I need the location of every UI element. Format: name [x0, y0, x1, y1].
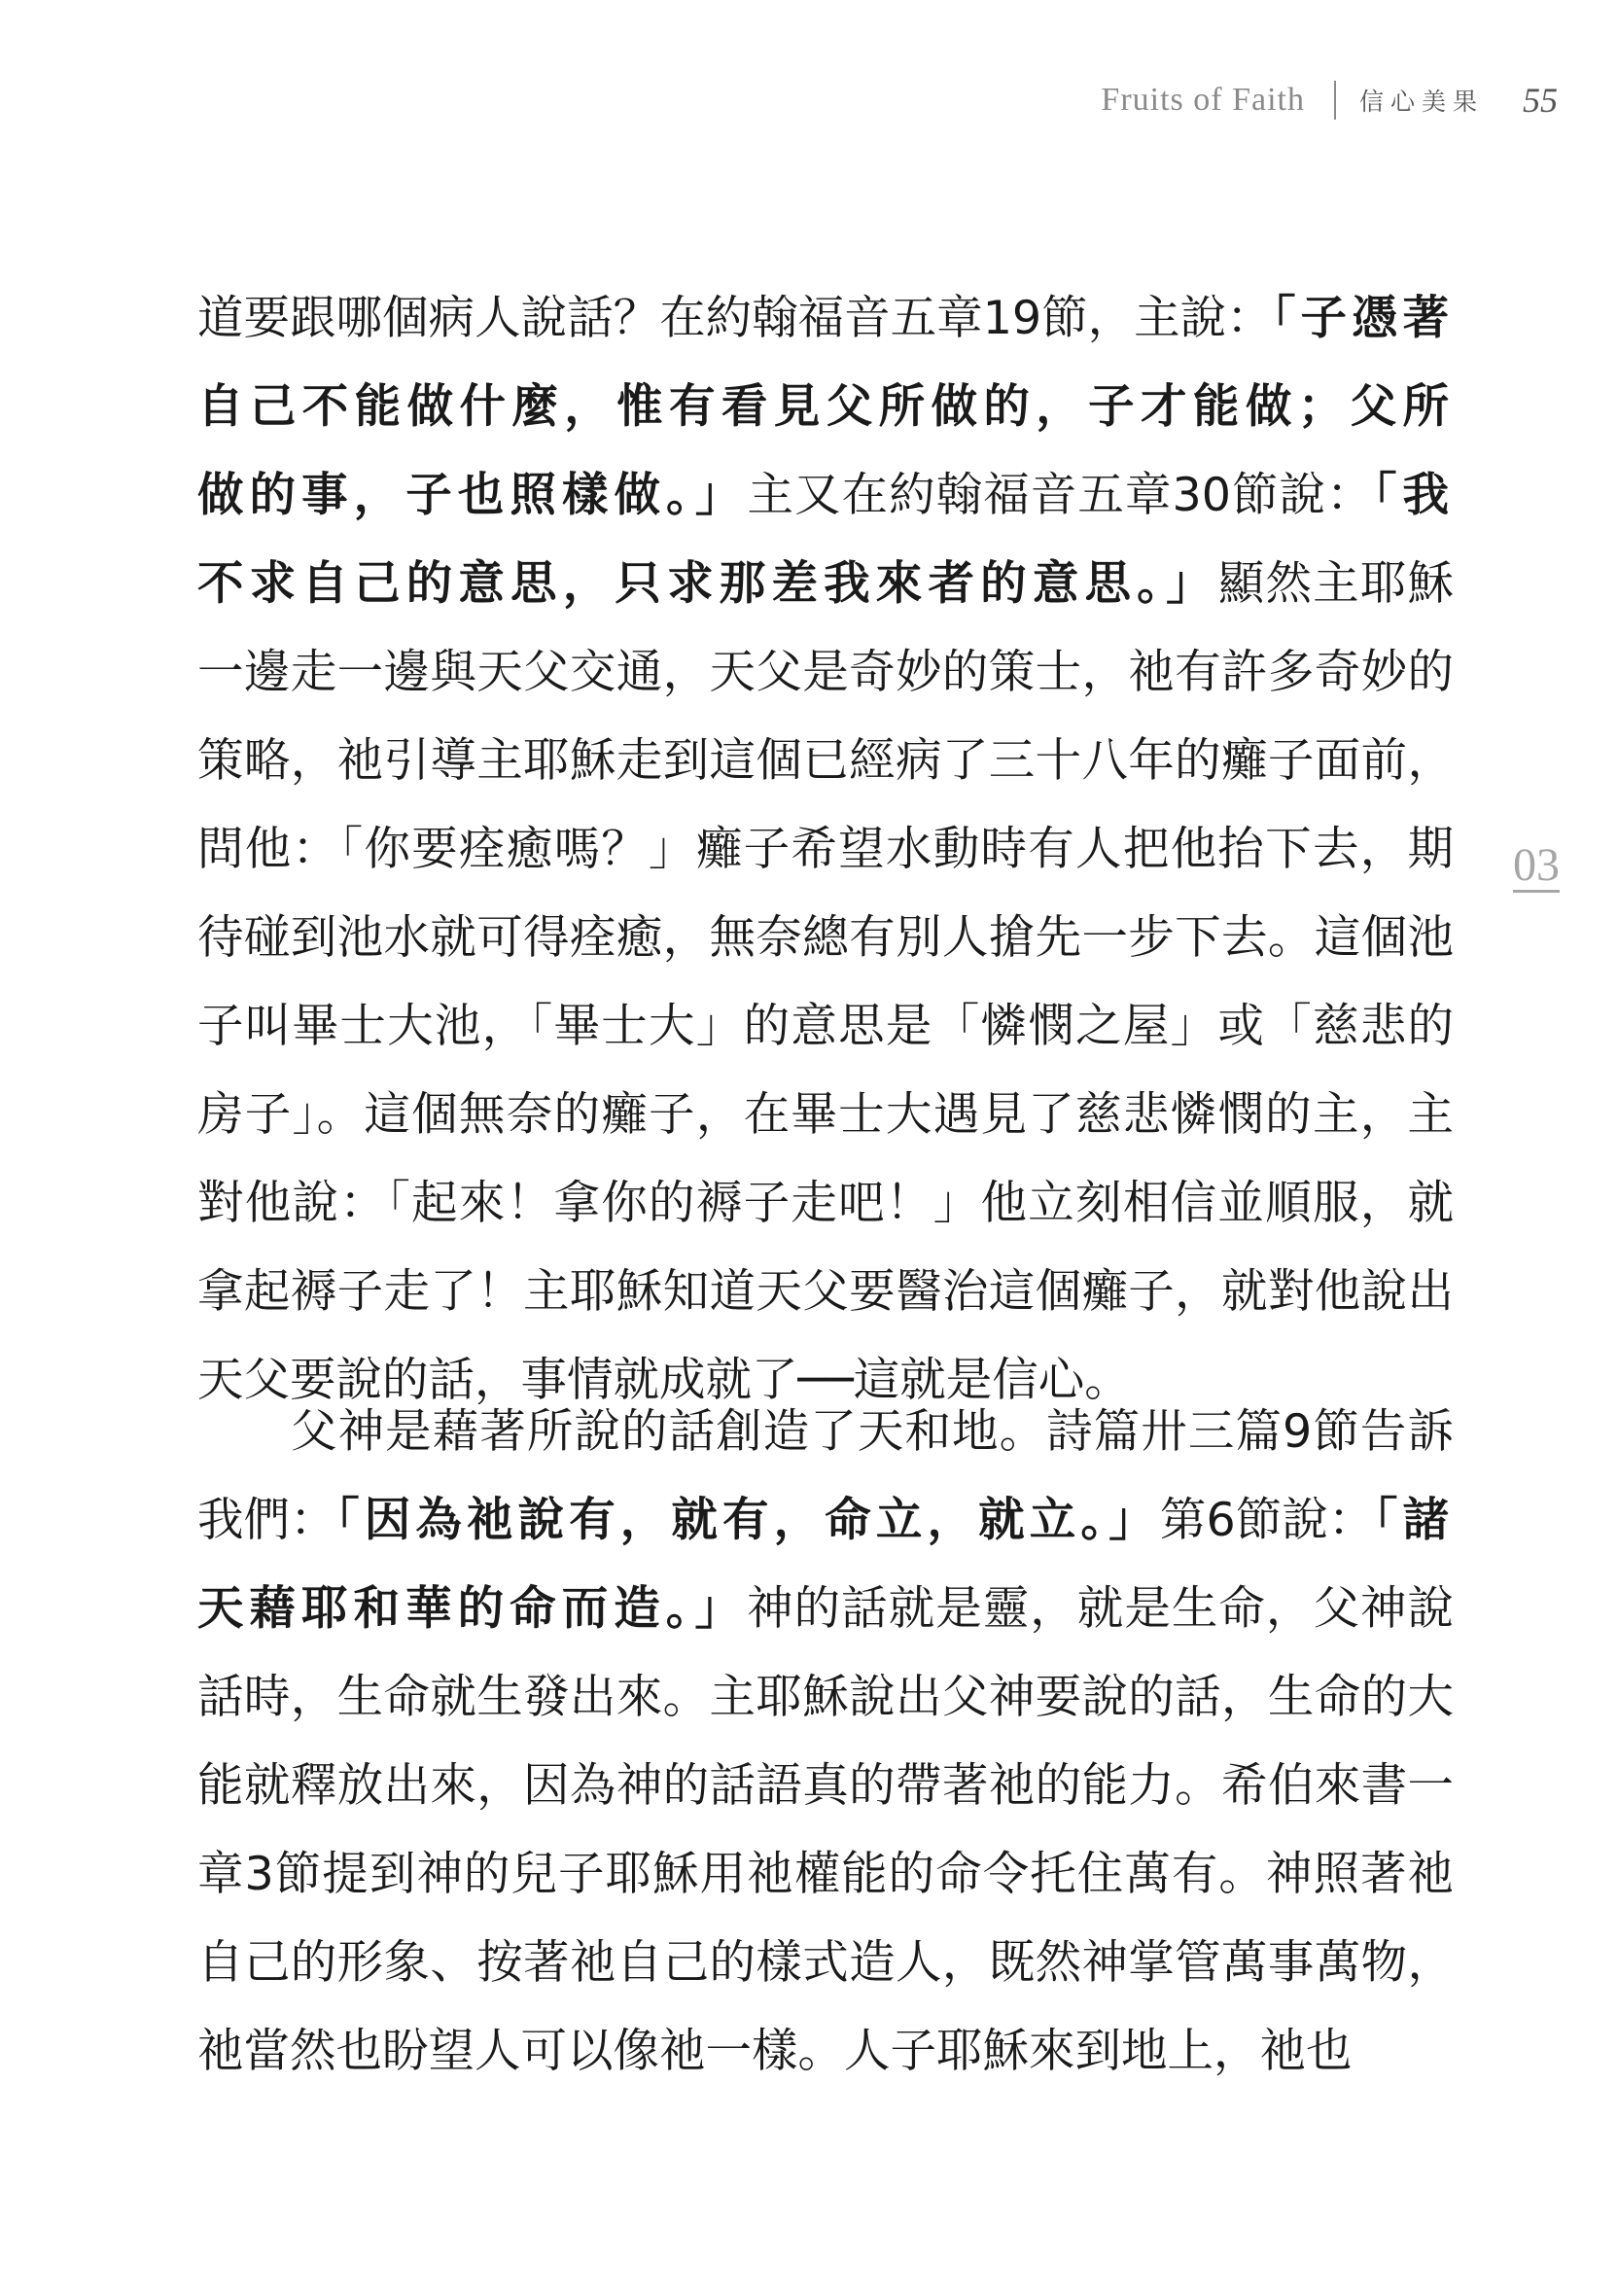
text-segment: 神的話就是靈，就是生命，父神說話時，生命就生發出來。主耶穌說出父神要說的話，生命的大能就釋放出來，因為神的話語真的帶著祂的能力。希伯來書一章3節提到神的兒子耶穌用祂權能的命令托住萬有。神照著祂自己的形象、按著祂自己的樣式造人，既然神掌管萬事萬物，祂當然也盼望人可以像祂一樣。人子耶穌來到地上，祂也 [197, 1582, 1455, 2078]
page-number: 55 [1523, 81, 1558, 120]
chapter-tab: 03 [1513, 839, 1560, 891]
body-paragraph-1 [197, 274, 1454, 1425]
body-paragraph-2 [197, 1388, 1454, 2096]
text-segment: 顯然主耶穌一邊走一邊與天父交通，天父是奇妙的策士，祂有許多奇妙的策略，祂引導主耶穌走到這個已經病了三十八年的癱子面前，問他：「你要痊癒嗎？」癱子希望水動時有人把他抬下去，期待碰到池水就可得痊癒，無奈總有別人搶先一步下去。這個池子叫畢士大池，「畢士大」的意思是「憐憫之屋」或「慈悲的房子」。這個無奈的癱子，在畢士大遇見了慈悲憐憫的主，主對他說：「起來！拿你的褥子走吧！」他立刻相信並順服，就拿起褥子走了！主耶穌知道天父要醫治這個癱子，就對他說出天父要說的話，事情就成就了──這就是信心。 [197, 557, 1455, 1407]
scripture-quote: 「子憑著自己不能做什麼，惟有看見父所做的，子才能做；父所做的事，子也照樣做。」 [197, 291, 1454, 522]
text-segment: 道要跟哪個病人說話？在約翰福音五章19節，主說： [197, 292, 1273, 345]
scripture-quote: 「我不求自己的意思，只求那差我來者的意思。」 [197, 468, 1454, 611]
header-book-title: Fruits of Faith [1101, 82, 1305, 118]
header-book-subtitle: 信心美果 [1358, 88, 1484, 116]
text-segment: 父神是藉著所說的話創造了天和地。詩篇卅三篇9節告訴我們： [197, 1405, 1454, 1547]
text-segment: 第6節說： [1159, 1494, 1375, 1547]
header-divider [1334, 81, 1336, 120]
running-header [1101, 76, 1558, 124]
scripture-quote: 「諸天藉耶和華的命而造。」 [197, 1493, 1455, 1636]
text-segment: 主又在約翰福音五章30節說： [747, 469, 1374, 522]
scripture-quote: 「因為祂說有，就有，命立，就立。」 [335, 1493, 1160, 1547]
